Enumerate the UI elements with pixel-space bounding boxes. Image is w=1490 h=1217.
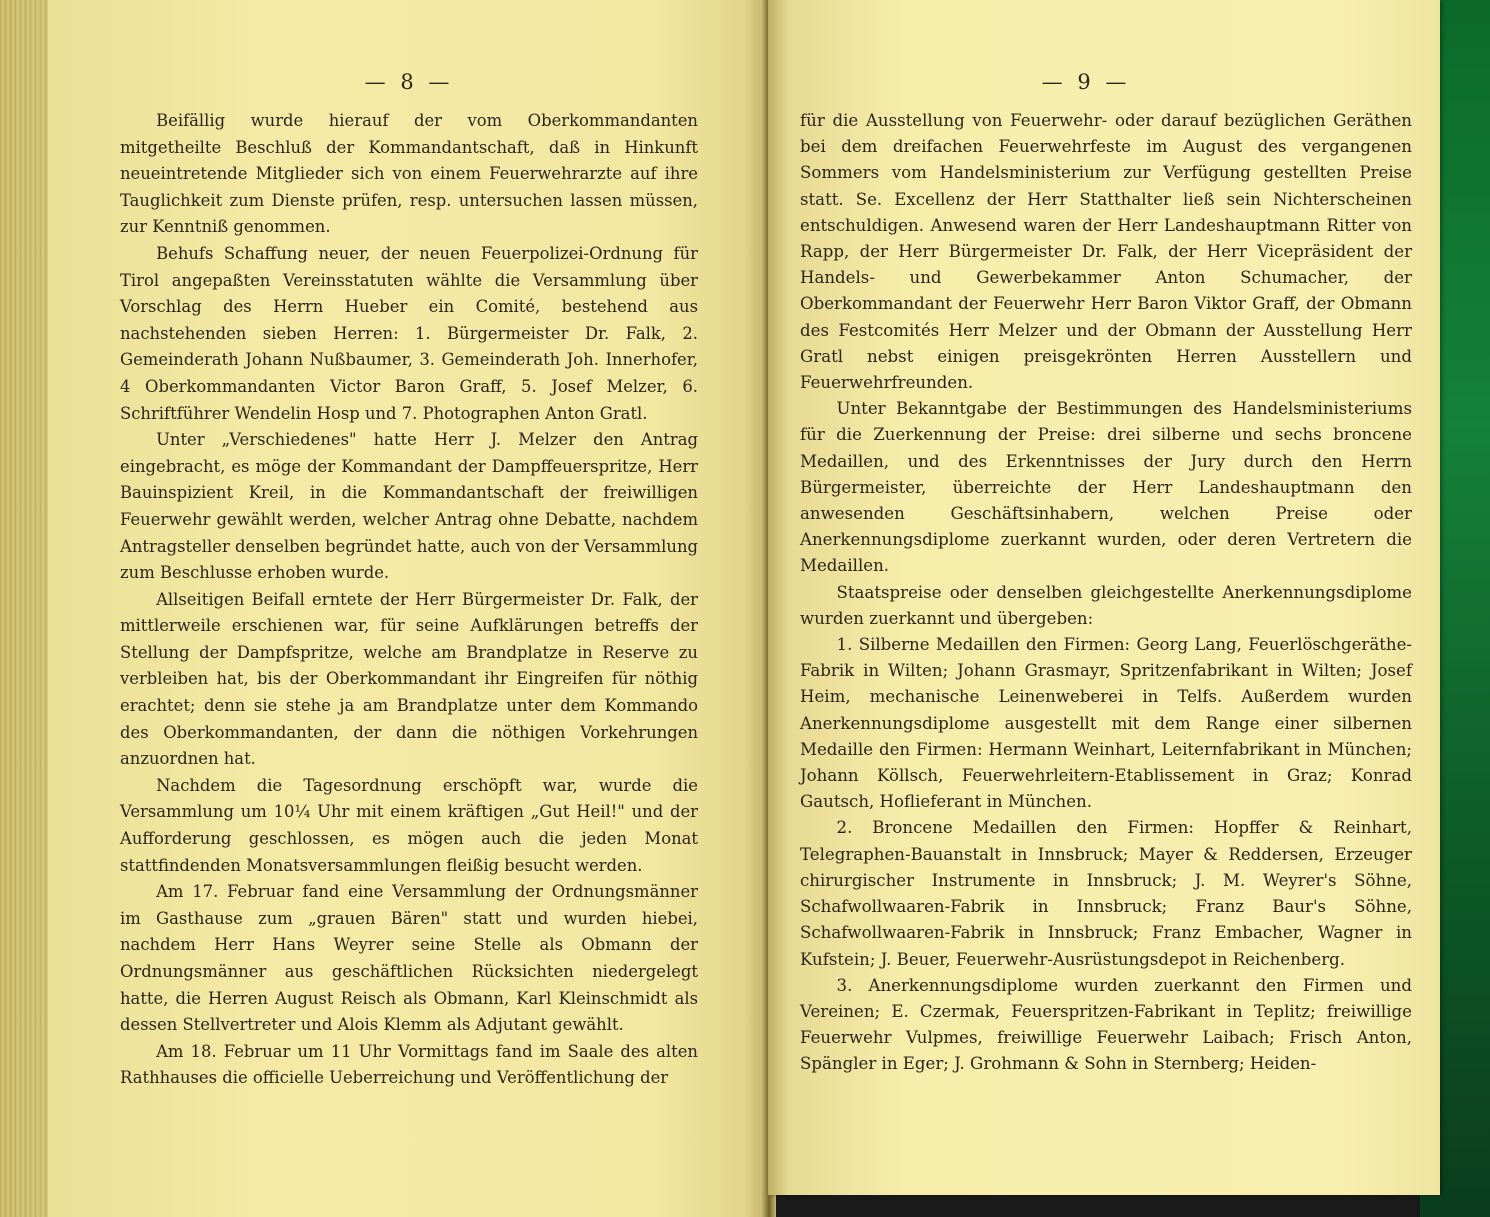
- page-number-left: — 8 —: [364, 70, 454, 94]
- paragraph: Am 17. Februar fand eine Versammlung der Ordnungsmänner im Gasthause zum „grauen Bären" statt und wurden hiebei, nachdem Herr Hans Weyrer seine Stelle als Obmann der Ordnungsmänner aus geschäftlichen Rücksichten niedergelegt hatte, die Herren August Reisch als Obmann, Karl Kleinschmidt als dessen Stellvertreter und Alois Klemm als Adjutant gewählt.: [120, 882, 698, 1035]
- paragraph: Unter „Verschiedenes" hatte Herr J. Melzer den Antrag eingebracht, es möge der Kommandant der Dampffeuerspritze, Herr Bauinspizient Kreil, in die Kommandantschaft der freiwilligen Feuerwehr gewählt werden, welcher Antrag ohne Debatte, nachdem Antragsteller denselben begründet hatte, auch von der Versammlung zum Beschlusse erhoben wurde.: [120, 430, 698, 583]
- paragraph: 2. Broncene Medaillen den Firmen: Hopffer & Reinhart, Telegraphen-Bauanstalt in Innsbruck; Mayer & Reddersen, Erzeuger chirurgischer Instrumente in Innsbruck; J. M. Weyrer's Söhne, Schafwollwaaren-Fabrik in Innsbruck; Franz Baur's Söhne, Schafwollwaaren-Fabrik in Innsbruck; Franz Embacher, Wagner in Kufstein; J. Beuer, Feuerwehr-Ausrüstungsdepot in Reichenberg.: [800, 818, 1412, 969]
- right-page: [768, 0, 1440, 1195]
- stacked-page-edges: [0, 0, 48, 1217]
- paragraph: 1. Silberne Medaillen den Firmen: Georg Lang, Feuerlöschgeräthe-Fabrik in Wilten; Johann Grasmayr, Spritzenfabrikant in Wilten; Josef Heim, mechanische Leinenweberei in Telfs. Außerdem wurden Anerkennungsdiplome ausgestellt mit dem Range einer silbernen Medaille den Firmen: Hermann Weinhart, Leiternfabrikant in München; Johann Köllsch, Feuerwehrleitern-Etablissement in Graz; Konrad Gautsch, Hoflieferant in München.: [800, 635, 1412, 812]
- paragraph: Nachdem die Tagesordnung erschöpft war, wurde die Versammlung um 10¼ Uhr mit einem kräftigen „Gut Heil!" und der Aufforderung geschlossen, es mögen auch die jeden Monat stattfindenden Monatsversammlungen fleißig besucht werden.: [120, 775, 698, 875]
- paragraph: Am 18. Februar um 11 Uhr Vormittags fand im Saale des alten Rathhauses die officielle Ueberreichung und Veröffentlichung der: [120, 1041, 698, 1088]
- page-number-right: — 9 —: [1041, 70, 1131, 94]
- right-page-text: [800, 108, 1412, 1078]
- paragraph: Behufs Schaffung neuer, der neuen Feuerpolizei-Ordnung für Tirol angepaßten Vereinsstatuten wählte die Versammlung über Vorschlag des Herrn Hueber ein Comité, bestehend aus nachstehenden sieben Herren: 1. Bürgermeister Dr. Falk, 2. Gemeinderath Johann Nußbaumer, 3. Gemeinderath Joh. Innerhofer, 4 Oberkommandanten Victor Baron Graff, 5. Josef Melzer, 6. Schriftführer Wendelin Hosp und 7. Photographen Anton Gratl.: [120, 243, 698, 423]
- paragraph: Allseitigen Beifall erntete der Herr Bürgermeister Dr. Falk, der mittlerweile erschienen war, für seine Aufklärungen betreffs der Stellung der Dampfspritze, welche am Brandplatze in Reserve zu verbleiben hat, bis der Oberkommandant ihr Eingreifen für nöthig erachtet; denn sie stehe ja am Brandplatze unter dem Kommando des Oberkommandanten, der dann die nöthigen Vorkehrungen anzuordnen hat.: [120, 589, 698, 769]
- paragraph: Staatspreise oder denselben gleichgestellte Anerkennungsdiplome wurden zuerkannt und übergeben:: [800, 582, 1412, 628]
- paragraph: 3. Anerkennungsdiplome wurden zuerkannt den Firmen und Vereinen; E. Czermak, Feuerspritzen-Fabrikant in Teplitz; freiwillige Feuerwehr Vulpmes, freiwillige Feuerwehr Laibach; Frisch Anton, Spängler in Eger; J. Grohmann & Sohn in Sternberg; Heiden-: [800, 975, 1412, 1074]
- paragraph: Beifällig wurde hierauf der vom Oberkommandanten mitgetheilte Beschluß der Kommandantschaft, daß in Hinkunft neueintretende Mitglieder sich von einem Feuerwehrarzte auf ihre Tauglichkeit zum Dienste prüfen, resp. untersuchen lassen müssen, zur Kenntniß genommen.: [120, 111, 698, 237]
- paragraph: Unter Bekanntgabe der Bestimmungen des Handelsministeriums für die Zuerkennung der Preise: drei silberne und sechs broncene Medaillen, und des Erkenntnisses der Jury durch den Herrn Bürgermeister, überreichte der Herr Landeshauptmann den anwesenden Geschäftsinhabern, welchen Preise oder Anerkennungsdiplome zuerkannt wurden, oder deren Vertretern die Medaillen.: [800, 399, 1412, 576]
- left-page-text: [120, 108, 698, 1092]
- paragraph: für die Ausstellung von Feuerwehr- oder darauf bezüglichen Geräthen bei dem dreifachen Feuerwehrfeste im August des vergangenen Sommers vom Handelsministerium zur Verfügung gestellten Preise statt. Se. Excellenz der Herr Statthalter ließ sein Nichterscheinen entschuldigen. Anwesend waren der Herr Landeshauptmann Ritter von Rapp, der Herr Bürgermeister Dr. Falk, der Herr Vicepräsident der Handels- und Gewerbekammer Anton Schumacher, der Oberkommandant der Feuerwehr Herr Baron Viktor Graff, der Obmann des Festcomités Herr Melzer und der Obmann der Ausstellung Herr Gratl nebst einigen preisgekrönten Herren Ausstellern und Feuerwehrfreunden.: [800, 111, 1412, 393]
